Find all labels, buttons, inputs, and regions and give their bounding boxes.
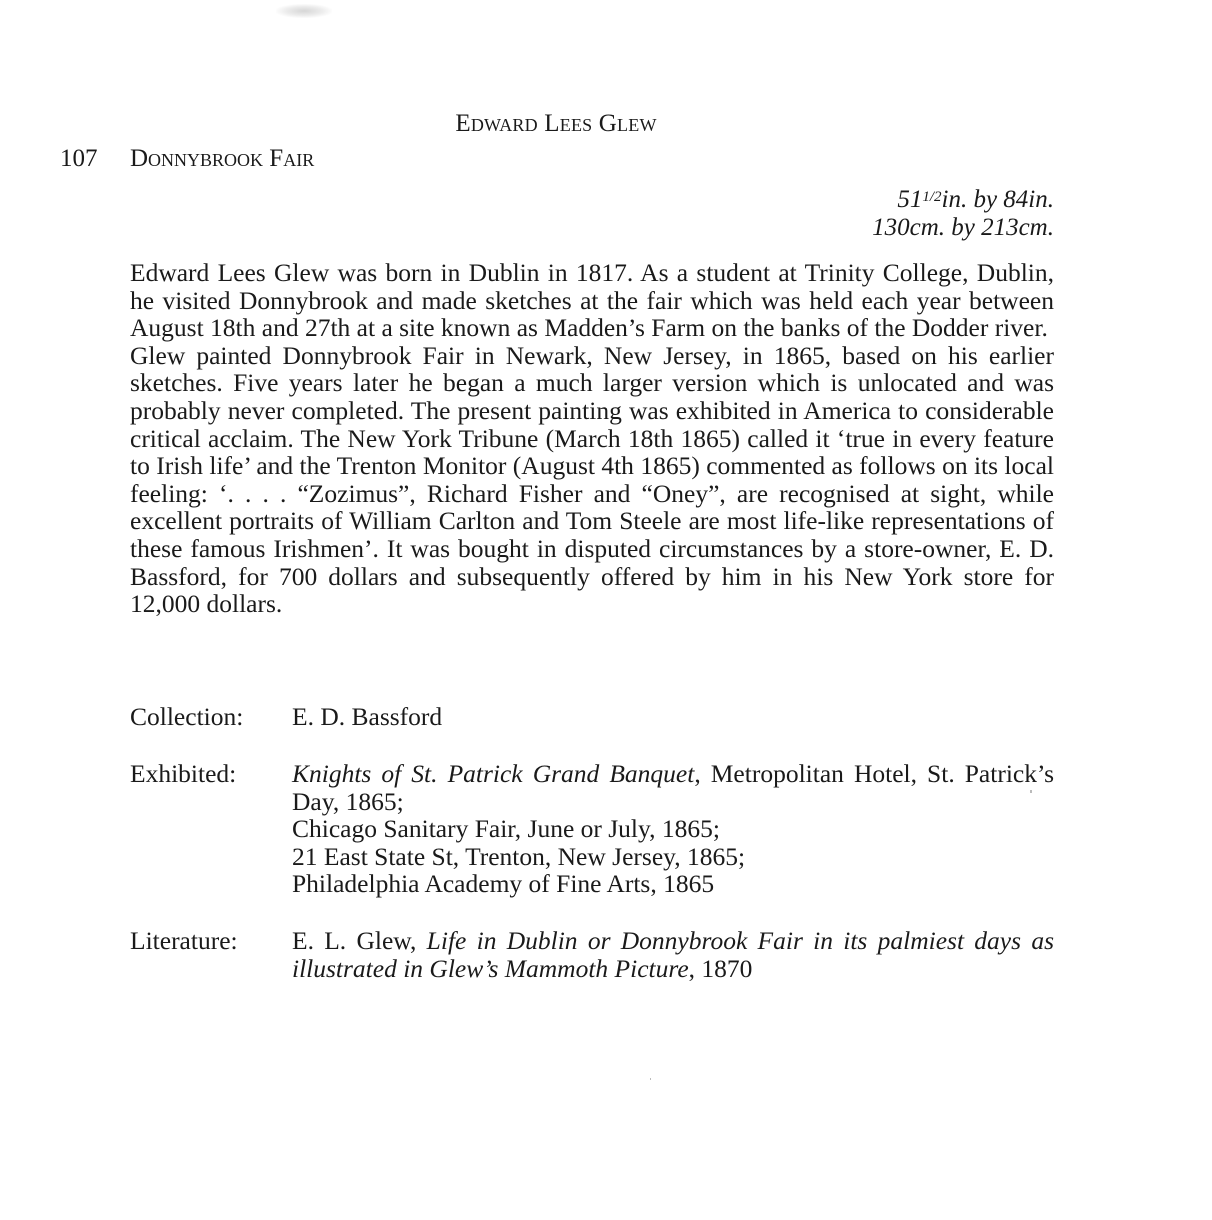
exhibited-event-title: Knights of St. Patrick Grand Banquet (292, 759, 695, 788)
exhibited-entry: Chicago Sanitary Fair, June or July, 1865; (292, 814, 720, 844)
dimensions-imperial-rest: in. by 84in. (941, 186, 1054, 213)
collection-section (130, 703, 1054, 731)
exhibited-list (292, 760, 1054, 898)
dimensions-imperial-fraction: 1/2 (922, 189, 942, 205)
literature-year: , 1870 (688, 953, 753, 983)
scan-speck (650, 1078, 651, 1080)
literature-section (130, 927, 1054, 982)
exhibited-event-details: , Metropolitan Hotel, St. Patrick’s Day, 1865; (292, 759, 1054, 816)
exhibited-section (130, 760, 1054, 898)
dimensions-imperial-whole: 51 (897, 186, 923, 213)
collection-value: E. D. Bassford (292, 702, 443, 731)
literature-title: Life in Dublin or Donnybrook Fair in its palmiest days as illustrated in Glew’s Mammoth Picture (292, 926, 1054, 983)
lot-number: 107 (60, 145, 98, 172)
essay-paragraph: Edward Lees Glew was born in Dublin in 1817. As a student at Trinity College, Dublin, he visited Donnybrook and made sketches at the fair which was held each year between August 18th and 27th at a site known as Madden’s Farm on the banks of the Dodder river. (130, 258, 1054, 343)
dimensions (872, 183, 1054, 242)
artist-heading: Edward Lees Glew (455, 110, 657, 137)
exhibited-entry: 21 East State St, Trenton, New Jersey, 1865; (292, 841, 746, 871)
catalogue-essay (130, 259, 1054, 618)
exhibited-entry (292, 760, 1054, 815)
scan-smudge (276, 4, 332, 18)
literature-author: E. L. Glew, (292, 926, 427, 955)
lot-heading (60, 145, 314, 173)
exhibited-entry: Philadelphia Academy of Fine Arts, 1865 (292, 869, 715, 899)
exhibited-label: Exhibited: (130, 759, 237, 788)
lot-title: Donnybrook Fair (130, 145, 315, 172)
scan-speck (1030, 790, 1032, 793)
literature-label: Literature: (130, 926, 238, 955)
literature-entry (292, 927, 1054, 982)
dimensions-metric: 130cm. by 213cm. (872, 214, 1054, 241)
collection-label: Collection: (130, 702, 244, 731)
dimensions-imperial (872, 183, 1054, 214)
essay-paragraph: Glew painted Donnybrook Fair in Newark, New Jersey, in 1865, based on his earlier sketches. Five years later he began a much larger version which is unlocated and was probably never completed. The present painting was exhibited in America to considerable critical acclaim. The New York Tribune (March 18th 1865) called it ‘true in every feature to Irish life’ and the Trenton Monitor (August 4th 1865) commented as follows on its local feeling: ‘. . . . “Zozimus”, Richard Fisher and “Oney”, are recognised at sight, while excellent portraits of William Carlton and Tom Steele are most life-like representations of these famous Irishmen’. It was bought in disputed circumstances by a store-owner, E. D. Bassford, for 700 dollars and subsequently offered by him in his New York store for 12,000 dollars. (130, 340, 1054, 619)
